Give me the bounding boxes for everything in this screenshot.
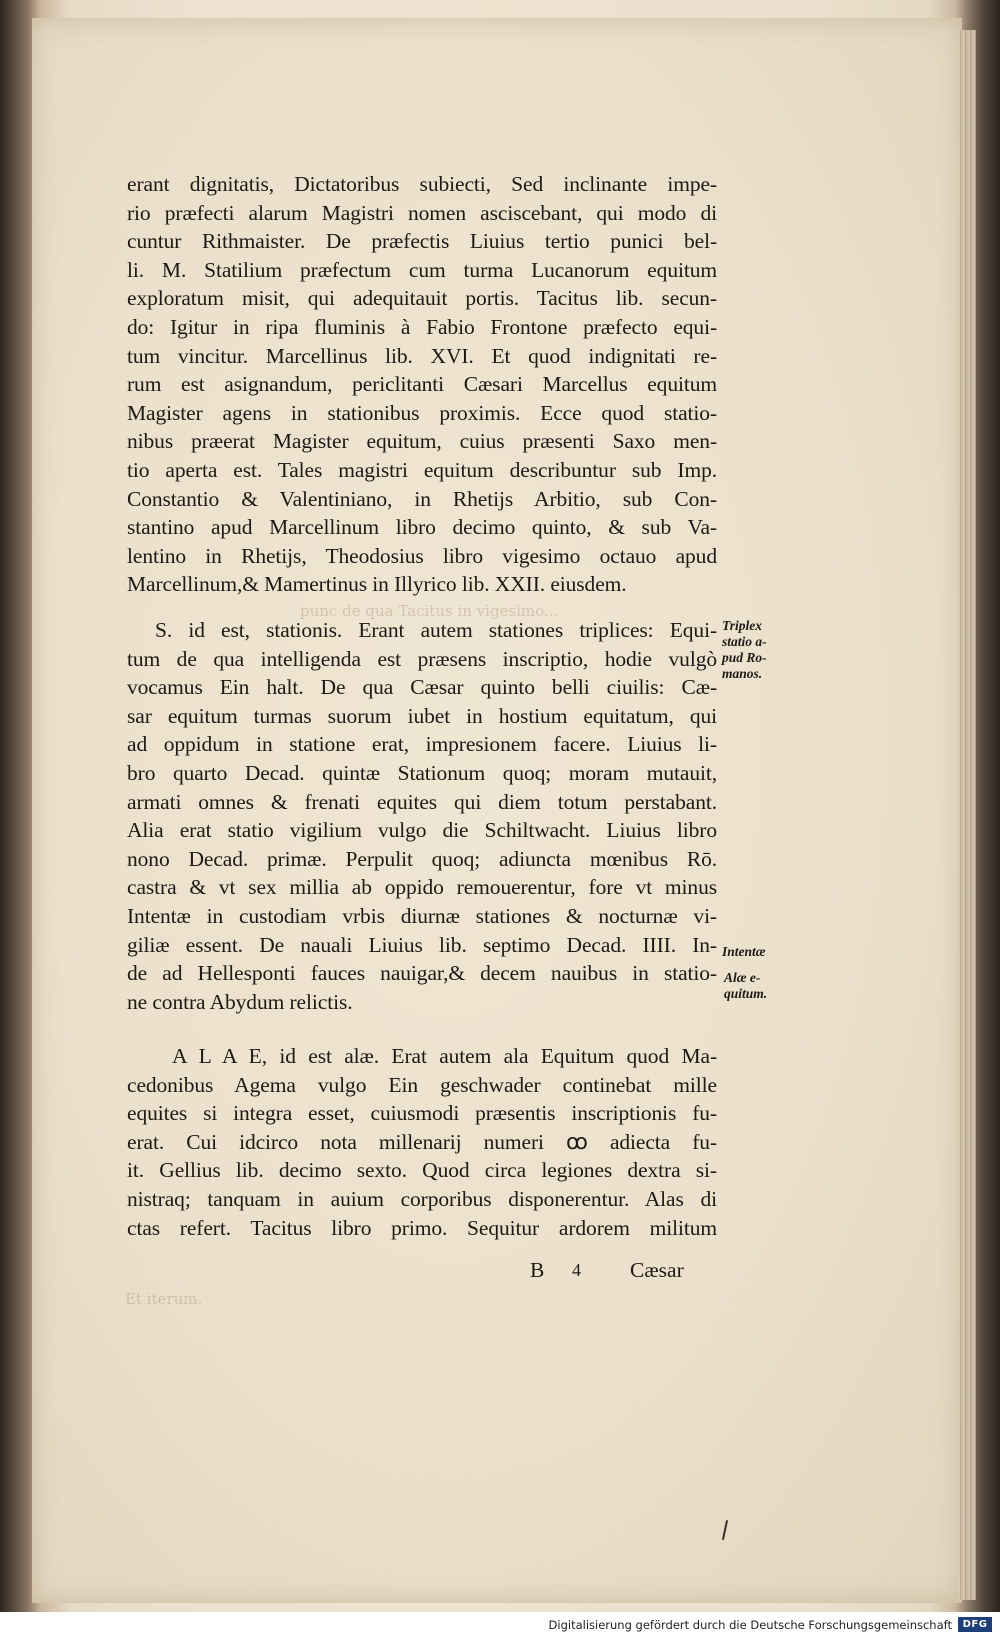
text-line: erat. Cui idcirco nota millenarij numeri ꝏ adiecta fu- xyxy=(127,1129,717,1154)
text-line: nistraq; tanquam in auium corporibus disponerentur. Alas di xyxy=(127,1186,717,1211)
text-line: it. Gellius lib. decimo sexto. Quod circa legiones dextra si- xyxy=(127,1158,717,1183)
signature-line xyxy=(530,1258,710,1288)
top-margin-smudge xyxy=(150,22,790,34)
text-line: bro quarto Decad. quintæ Stationum quoq; moram mutauit, xyxy=(127,760,717,785)
footer-credit: Digitalisierung gefördert durch die Deutsche Forschungsgemeinschaft xyxy=(548,1618,952,1632)
margin-note-line: pud Ro- xyxy=(722,650,767,665)
text-line: Alia erat statio vigilium vulgo die Schiltwacht. Liuius libro xyxy=(127,818,717,843)
text-line: Marcellinum,& Mamertinus in Illyrico lib. XXII. eiusdem. xyxy=(127,572,627,597)
margin-note-line: statio a- xyxy=(722,634,767,649)
page-edge xyxy=(958,30,976,1600)
margin-note-triplex xyxy=(722,618,767,682)
margin-note-line: quitum. xyxy=(724,986,768,1001)
margin-note-line: Intentæ xyxy=(722,944,766,959)
text-line: equites si integra esset, cuiusmodi præsentis inscriptionis fu- xyxy=(127,1101,717,1126)
text-line: lentino in Rhetijs, Theodosius libro vigesimo octauo apud xyxy=(127,543,717,568)
text-line: A L A E, id est alæ. Erat autem ala Equitum quod Ma- xyxy=(172,1044,717,1068)
text-line: erant dignitatis, Dictatoribus subiecti, Sed inclinante impe- xyxy=(127,172,717,196)
paragraph-3 xyxy=(127,1071,717,1243)
text-line: do: Igitur in ripa fluminis à Fabio Frontone præfecto equi- xyxy=(127,314,717,339)
signature-letter: B xyxy=(530,1258,545,1282)
text-line: nibus præerat Magister equitum, cuius præsenti Saxo men- xyxy=(127,429,717,454)
text-line: rio præfecti alarum Magistri nomen asciscebant, qui modo di xyxy=(127,200,717,225)
margin-note-line: Alæ e- xyxy=(724,970,761,985)
text-line: ctas refert. Tacitus libro primo. Sequitur ardorem militum xyxy=(127,1215,717,1240)
margin-note-line: manos. xyxy=(722,666,763,681)
text-line: li. M. Statilium præfectum cum turma Lucanorum equitum xyxy=(127,257,717,282)
text-line: cuntur Rithmaister. De præfectis Liuius tertio punici bel- xyxy=(127,229,717,254)
text-line: stantino apud Marcellinum libro decimo quinto, & sub Va- xyxy=(127,515,717,540)
text-line: tum vincitur. Marcellinus lib. XVI. Et quod indignitati re- xyxy=(127,343,717,368)
text-line: de ad Hellesponti fauces nauigar,& decem nauibus in statio- xyxy=(127,961,717,986)
text-line: ne contra Abydum relictis. xyxy=(127,989,353,1014)
text-line: sar equitum turmas suorum iubet in hostium equitatum, qui xyxy=(127,703,717,728)
text-line: Intentæ in custodiam vrbis diurnæ stationes & nocturnæ vi- xyxy=(127,903,717,928)
dfg-logo: DFG xyxy=(958,1617,992,1632)
text-line: castra & vt sex millia ab oppido remouerentur, fore vt minus xyxy=(127,875,717,900)
text-line: Magister agens in stationibus proximis. Ecce quod statio- xyxy=(127,400,717,425)
text-line: armati omnes & frenati equites qui diem totum perstabant. xyxy=(127,789,717,814)
paragraph-2-first-line xyxy=(155,616,717,645)
text-line: cedonibus Agema vulgo Ein geschwader continebat mille xyxy=(127,1072,717,1097)
margin-note-intentae xyxy=(722,944,766,960)
text-line: Constantio & Valentiniano, in Rhetijs Arbitio, sub Con- xyxy=(127,486,717,511)
margin-note-alae xyxy=(724,970,767,1002)
text-line: nono Decad. primæ. Perpulit quoq; adiuncta mœnibus Rō. xyxy=(127,846,717,871)
paragraph-1 xyxy=(127,170,717,599)
text-line: S. id est, stationis. Erant autem stationes triplices: Equi- xyxy=(155,618,717,642)
text-line: ad oppidum in statione erat, impresionem facere. Liuius li- xyxy=(127,732,717,757)
text-line: rum est asignandum, periclitanti Cæsari Marcellus equitum xyxy=(127,372,717,397)
text-line: giliæ essent. De nauali Liuius lib. septimo Decad. IIII. In- xyxy=(127,932,717,957)
text-line: exploratum misit, qui adequitauit portis. Tacitus lib. secun- xyxy=(127,286,717,311)
paragraph-3-first-line xyxy=(172,1042,717,1071)
margin-note-line: Triplex xyxy=(722,618,762,633)
signature-number: 4 xyxy=(572,1260,581,1280)
paragraph-2 xyxy=(127,645,717,1017)
show-through-text: punc de qua Tacitus in vigesimo... xyxy=(300,602,559,620)
text-line: tum de qua intelligenda est præsens inscriptio, hodie vulgò xyxy=(127,646,717,671)
catchword: Cæsar xyxy=(630,1258,684,1282)
text-line: vocamus Ein halt. De qua Cæsar quinto belli ciuilis: Cæ- xyxy=(127,675,717,700)
show-through-text: Et iterum. xyxy=(125,1290,203,1308)
text-line: tio aperta est. Tales magistri equitum describuntur sub Imp. xyxy=(127,457,717,482)
footer-bar xyxy=(0,1612,1000,1638)
